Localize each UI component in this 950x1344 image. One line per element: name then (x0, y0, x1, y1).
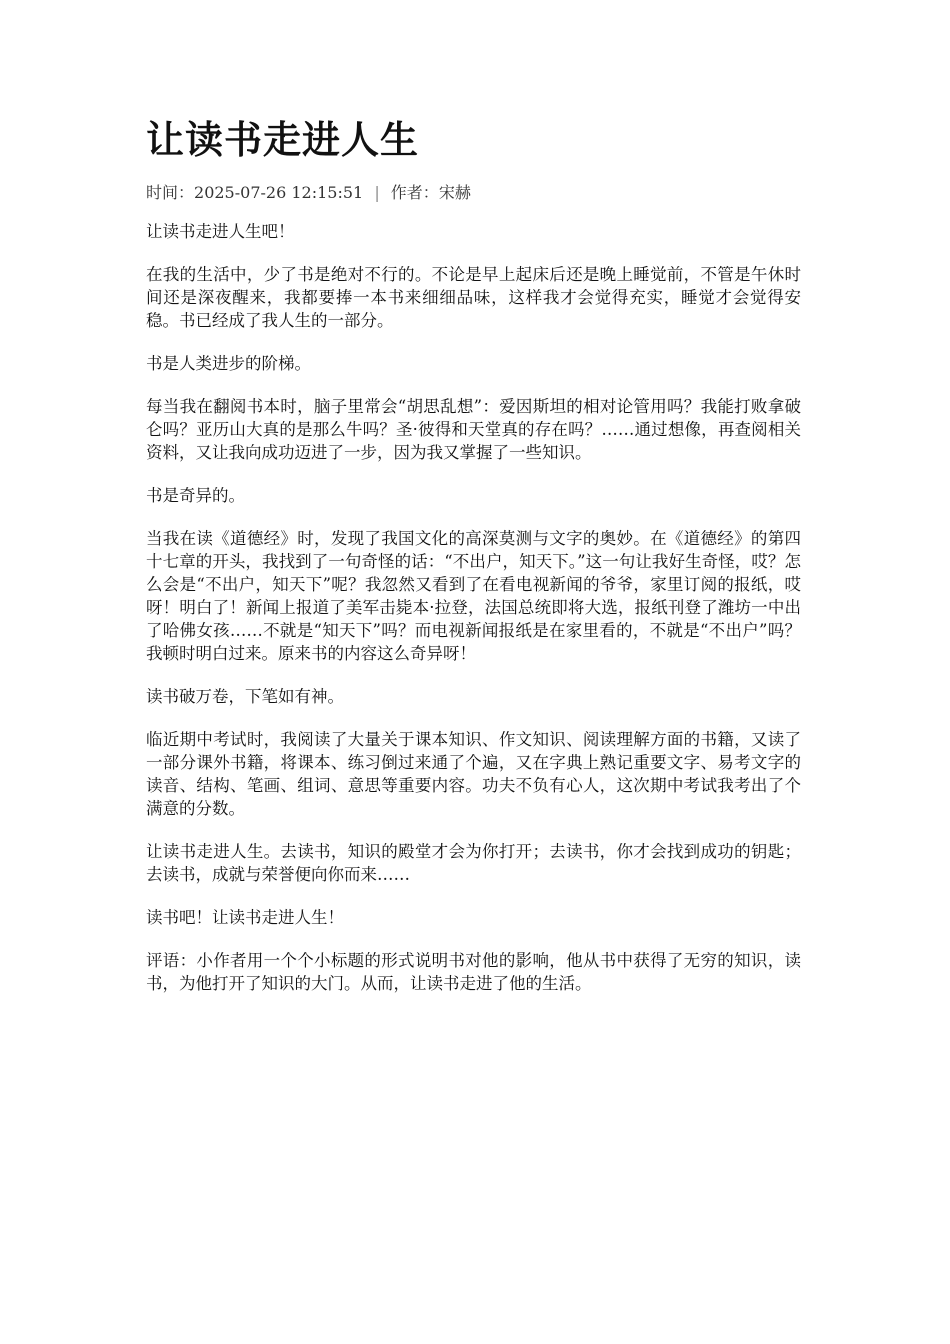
paragraph: 当我在读《道德经》时，发现了我国文化的高深莫测与文字的奥妙。在《道德经》的第四十七章的开头，我找到了一句奇怪的话：“不出户，知天下。”这一句让我好生奇怪，哎？怎么会是“不出户，知天下”呢？我忽然又看到了在看电视新闻的爷爷，家里订阅的报纸，哎呀！明白了！新闻上报道了美军击毙本·拉登，法国总统即将大选，报纸刊登了潍坊一中出了哈佛女孩……不就是“知天下”吗？而电视新闻报纸是在家里看的，不就是“不出户”吗？我顿时明白过来。原来书的内容这么奇异呀！ (146, 529, 801, 663)
paragraph: 读书吧！让读书走进人生！ (146, 908, 344, 927)
article (146, 110, 801, 1015)
paragraph: 让读书走进人生吧！ (146, 222, 295, 241)
publish-time: 2025-07-26 12:15:51 (194, 183, 364, 202)
paragraph: 书是人类进步的阶梯。 (146, 354, 311, 373)
paragraph: 每当我在翻阅书本时，脑子里常会“胡思乱想”：爱因斯坦的相对论管用吗？我能打败拿破仑吗？亚历山大真的是那么牛吗？圣·彼得和天堂真的存在吗？……通过想像，再查阅相关资料，又让我向成功迈进了一步，因为我又掌握了一些知识。 (146, 397, 801, 462)
article-title: 让读书走进人生 (146, 118, 420, 162)
comment-paragraph: 评语：小作者用一个个小标题的形式说明书对他的影响，他从书中获得了无穷的知识，读书，为他打开了知识的大门。从而，让读书走进了他的生活。 (146, 951, 801, 993)
author-name: 宋赫 (438, 183, 471, 202)
paragraph: 书是奇异的。 (146, 486, 245, 505)
article-body (146, 220, 801, 995)
author-label: 作者： (390, 183, 439, 202)
paragraph: 临近期中考试时，我阅读了大量关于课本知识、作文知识、阅读理解方面的书籍，又读了一部分课外书籍，将课本、练习倒过来通了个遍，又在字典上熟记重要文字、易考文字的读音、结构、笔画、组词、意思等重要内容。功夫不负有心人，这次期中考试我考出了个满意的分数。 (146, 730, 801, 818)
paragraph: 在我的生活中，少了书是绝对不行的。不论是早上起床后还是晚上睡觉前，不管是午休时间还是深夜醒来，我都要捧一本书来细细品味，这样我才会觉得充实，睡觉才会觉得安稳。书已经成了我人生的一部分。 (146, 265, 801, 330)
paragraph: 让读书走进人生。去读书，知识的殿堂才会为你打开；去读书，你才会找到成功的钥匙；去读书，成就与荣誉便向你而来…… (146, 842, 801, 884)
time-label: 时间： (146, 183, 195, 202)
paragraph: 读书破万卷，下笔如有神。 (146, 687, 344, 706)
article-meta (146, 180, 801, 206)
meta-separator: | (374, 183, 380, 202)
